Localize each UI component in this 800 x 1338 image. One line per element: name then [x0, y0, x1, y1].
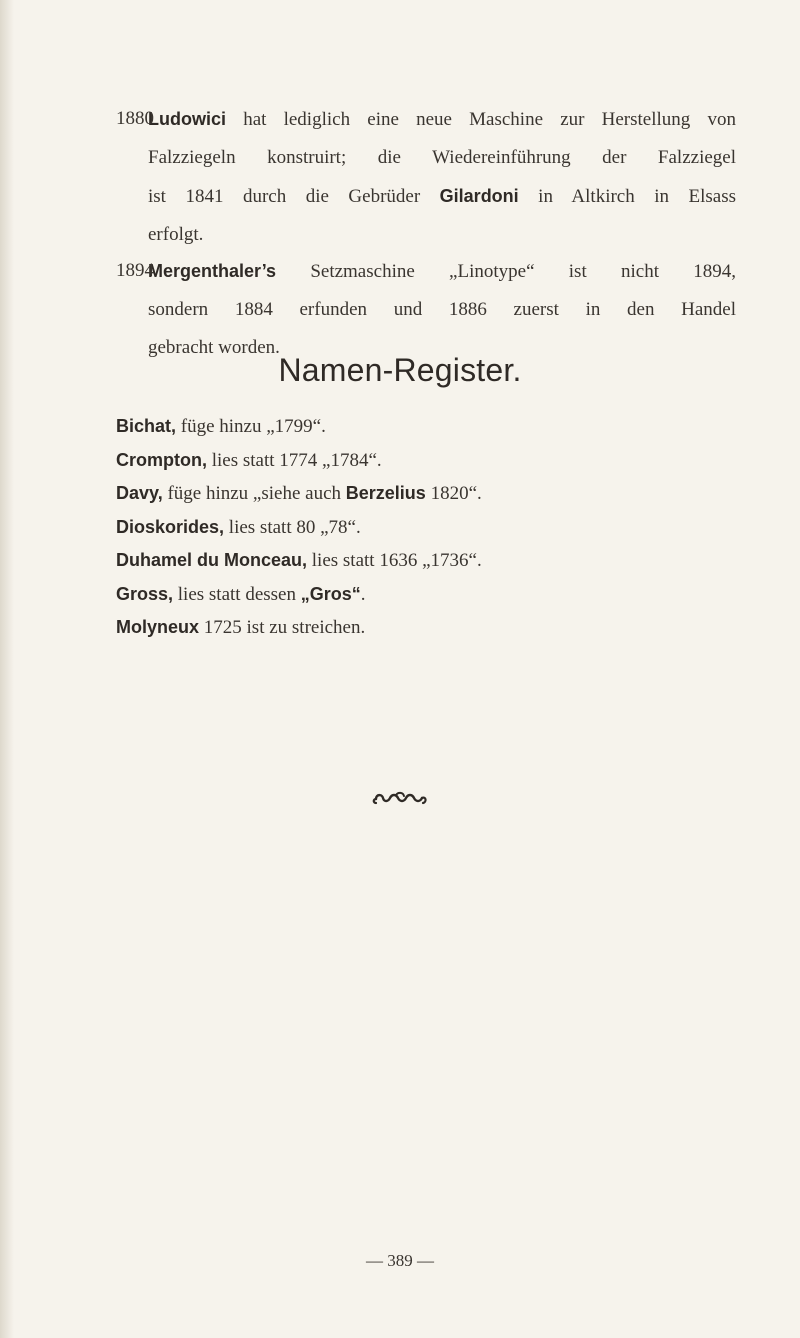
entry-name: Ludowici: [148, 109, 226, 129]
register-row: Gross, lies statt dessen „Gros“.: [116, 583, 366, 605]
register-row: Molyneux 1725 ist zu streichen.: [116, 617, 366, 638]
register-name: Berzelius: [345, 483, 426, 503]
register-name: Bichat,: [116, 416, 177, 436]
register-name: Dioskorides,: [116, 516, 225, 537]
register-row: Dioskorides, lies statt 80 „78“.: [116, 516, 361, 538]
entry-line: ist 1841 durch die Gebrüder Gilardoni in Altkirch in Elsass: [148, 186, 737, 207]
entry-name: Gilardoni: [439, 186, 519, 206]
register-name: Gross,: [116, 583, 174, 604]
entry-line: Falzziegeln konstruirt; die Wiedereinführung der Falzziegel: [148, 147, 736, 168]
entry-line: Mergenthaler’s Setzmaschine „Linotype“ ist nicht 1894,: [148, 261, 736, 282]
register-name: Crompton,: [116, 449, 207, 470]
entry-1880: [116, 100, 736, 254]
entry-line: gebracht worden.: [148, 337, 280, 358]
entry-body: [148, 252, 736, 367]
name-register: [116, 410, 736, 645]
register-row: Davy, füge hinzu „siehe auch Berzelius 1820“.: [116, 483, 482, 504]
register-row: Crompton, lies statt 1774 „1784“.: [116, 449, 382, 471]
ornament-icon: [370, 790, 430, 808]
register-name: „Gros“: [300, 583, 361, 604]
register-name: Davy,: [116, 483, 163, 503]
register-row: Bichat, füge hinzu „1799“.: [116, 416, 326, 437]
entry-line: erfolgt.: [148, 224, 204, 245]
section-heading: Namen-Register.: [278, 352, 522, 388]
entry-body: [148, 100, 736, 254]
entry-line: Ludowici hat lediglich eine neue Maschine zur Herstellung von: [148, 109, 736, 130]
page-edge-shadow: [0, 0, 14, 1338]
entry-year: 1880: [116, 108, 154, 129]
page-number: — 389 —: [366, 1251, 434, 1270]
register-row: Duhamel du Monceau, lies statt 1636 „1736“.: [116, 550, 482, 571]
entry-line: sondern 1884 erfunden und 1886 zuerst in den Handel: [148, 299, 736, 320]
register-name: Duhamel du Monceau,: [116, 550, 308, 570]
entry-1894: [116, 252, 736, 367]
entry-name: Mergenthaler’s: [148, 261, 277, 281]
entry-year: 1894: [116, 260, 154, 281]
register-name: Molyneux: [116, 617, 200, 637]
